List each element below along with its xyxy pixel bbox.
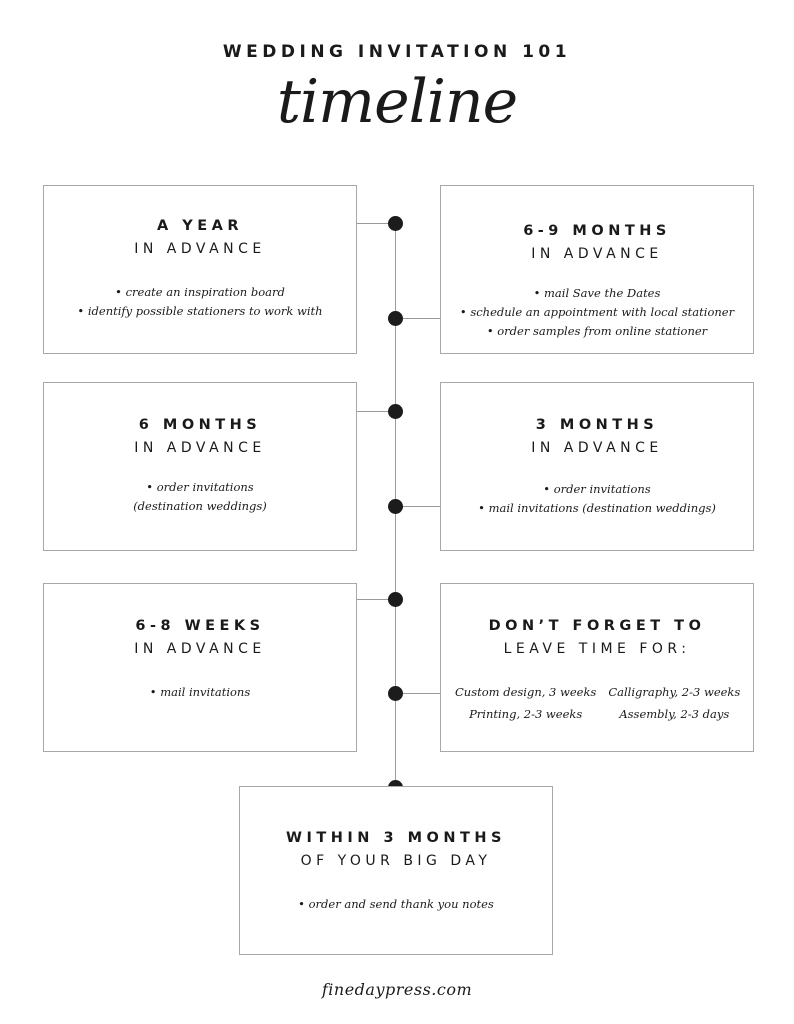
card-subheading: LEAVE TIME FOR: (503, 641, 691, 657)
card-items-grid (441, 683, 753, 724)
card-item: Printing, 2-3 weeks (469, 707, 583, 721)
timeline-card-a-year (43, 185, 357, 354)
card-item: • create an inspiration board (115, 285, 285, 299)
card-item: Assembly, 2-3 days (619, 707, 730, 721)
timeline-dot (388, 686, 403, 701)
card-items (44, 683, 356, 702)
timeline-card-within-3-months (239, 786, 553, 955)
card-heading: WITHIN 3 MONTHS (286, 830, 506, 846)
card-item: • order samples from online stationer (486, 324, 708, 338)
card-heading: 6-8 WEEKS (135, 618, 265, 634)
card-subheading: IN ADVANCE (134, 641, 266, 657)
card-item: • order and send thank you notes (298, 897, 494, 911)
timeline-card-3-months (440, 382, 754, 551)
card-items (240, 895, 552, 914)
card-heading: 6-9 MONTHS (523, 223, 671, 239)
card-items (44, 283, 356, 321)
card-items (441, 284, 753, 341)
timeline-card-6-9-months (440, 185, 754, 354)
card-subheading: IN ADVANCE (531, 440, 663, 456)
card-item: • schedule an appointment with local stationer (459, 305, 735, 319)
timeline-dot (388, 592, 403, 607)
card-item: • mail invitations (149, 685, 251, 699)
timeline-dot (388, 404, 403, 419)
card-subheading: IN ADVANCE (134, 241, 266, 257)
card-heading: 6 MONTHS (138, 417, 262, 433)
footer-website: finedaypress.com (321, 980, 473, 999)
card-subheading: IN ADVANCE (531, 246, 663, 262)
card-item: • order invitations (146, 480, 254, 494)
timeline-card-6-8-weeks (43, 583, 357, 752)
timeline-card-6-months (43, 382, 357, 551)
card-item: Custom design, 3 weeks (455, 685, 597, 699)
timeline-dot (388, 311, 403, 326)
page-title: timeline (276, 67, 518, 137)
card-item: • order invitations (543, 482, 651, 496)
card-items (441, 480, 753, 518)
header-kicker: WEDDING INVITATION 101 (222, 42, 572, 62)
card-items (44, 478, 356, 516)
timeline-dot (388, 216, 403, 231)
card-item: Calligraphy, 2-3 weeks (608, 685, 741, 699)
card-heading: DON’T FORGET TO (488, 618, 706, 634)
card-subheading: IN ADVANCE (134, 440, 266, 456)
card-item: • identify possible stationers to work with (77, 304, 323, 318)
card-item: (destination weddings) (133, 499, 267, 513)
card-heading: 3 MONTHS (535, 417, 659, 433)
card-heading: A YEAR (156, 218, 244, 234)
card-item: • mail Save the Dates (533, 286, 661, 300)
timeline-card-dont-forget (440, 583, 754, 752)
card-item: • mail invitations (destination weddings) (478, 501, 716, 515)
card-subheading: OF YOUR BIG DAY (300, 853, 492, 869)
timeline-dot (388, 499, 403, 514)
